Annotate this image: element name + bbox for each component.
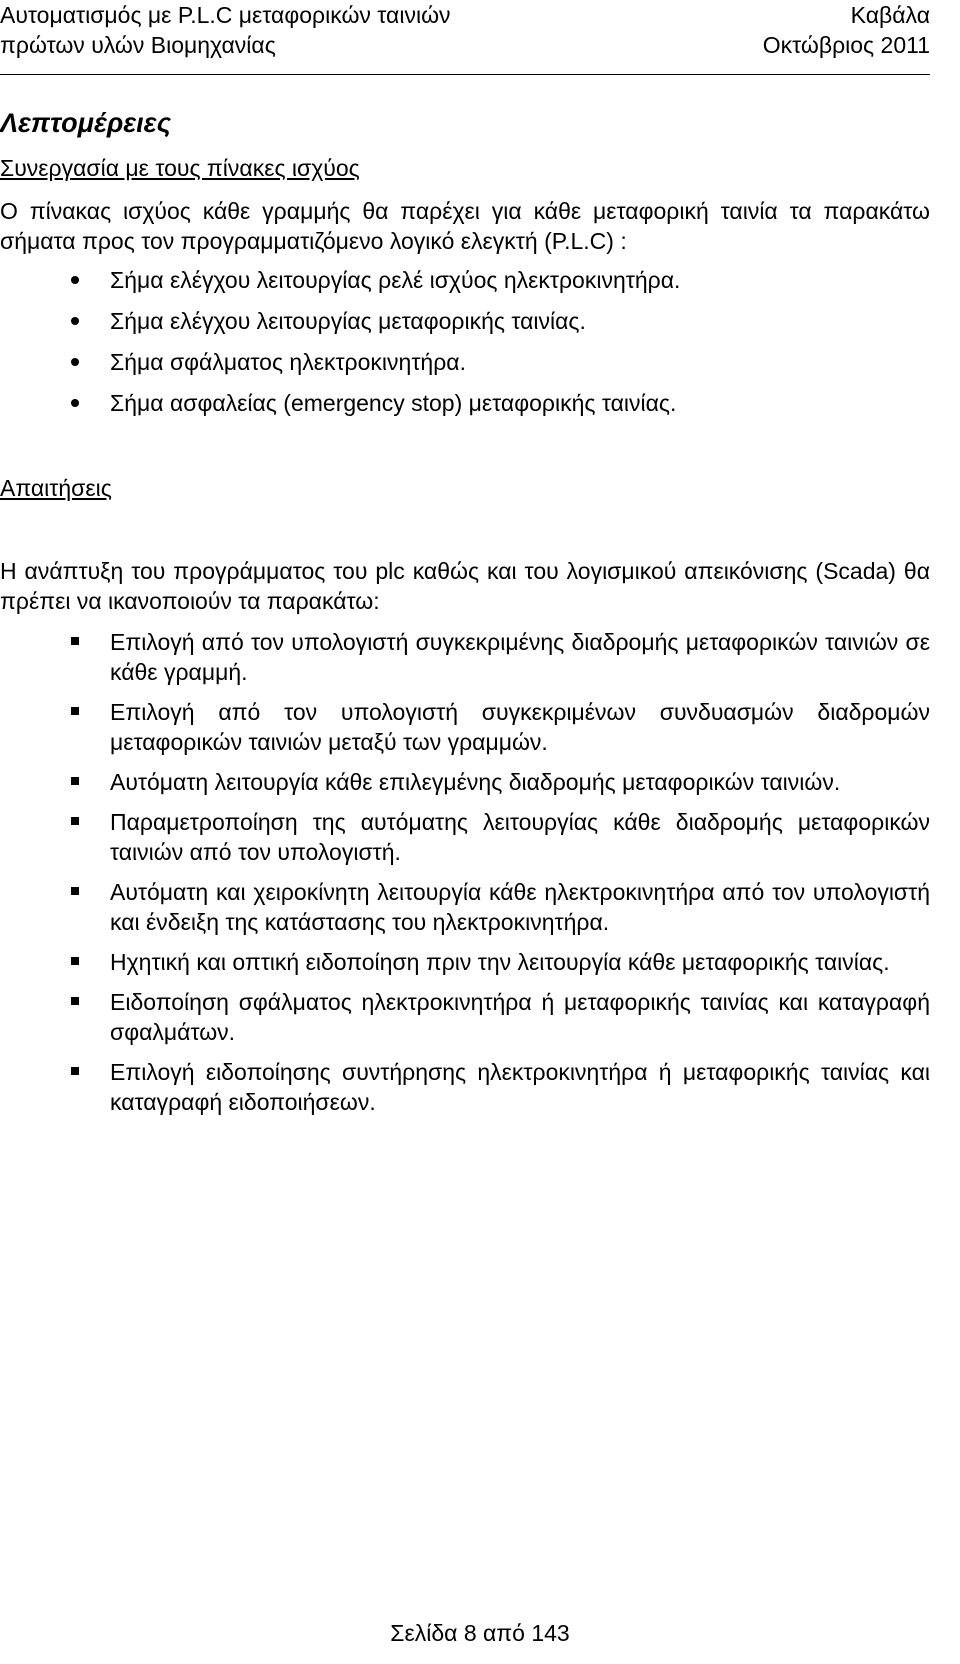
cooperation-heading: Συνεργασία με τους πίνακες ισχύος bbox=[0, 155, 360, 181]
list-item-text: Αυτόματη λειτουργία κάθε επιλεγμένης διαδρομής μεταφορικών ταινιών. bbox=[110, 769, 841, 795]
list-item bbox=[0, 265, 930, 295]
list-item-text: Ηχητική και οπτική ειδοποίηση πριν την λειτουργία κάθε μεταφορικής ταινίας. bbox=[110, 949, 890, 975]
bullet-square-icon bbox=[71, 1067, 79, 1075]
list-item bbox=[0, 877, 930, 937]
bullet-dot-icon bbox=[71, 317, 79, 325]
list-item bbox=[0, 697, 930, 757]
list-item bbox=[0, 807, 930, 867]
bullet-square-icon bbox=[71, 707, 79, 715]
requirements-intro: Η ανάπτυξη του προγράμματος του plc καθώς και του λογισμικού απεικόνισης (Scada) θα πρέπει να ικανοποιούν τα παρακάτω: bbox=[0, 558, 930, 614]
header-subtitle: πρώτων υλών Βιομηχανίας bbox=[0, 32, 276, 58]
list-item-text: Σήμα σφάλματος ηλεκτροκινητήρα. bbox=[110, 349, 466, 375]
cooperation-intro: Ο πίνακας ισχύος κάθε γραμμής θα παρέχει για κάθε μεταφορική ταινία τα παρακάτω σήματα προς τον προγραμματιζόμενο λογικό ελεγκτή (P.L.C) : bbox=[0, 198, 930, 254]
list-item bbox=[0, 627, 930, 687]
page-number: Σελίδα 8 από 143 bbox=[390, 1620, 570, 1646]
bullet-square-icon bbox=[71, 777, 79, 785]
list-item bbox=[0, 347, 930, 377]
requirements-heading: Απαιτήσεις bbox=[0, 475, 112, 501]
bullet-square-icon bbox=[71, 957, 79, 965]
header-title: Αυτοματισμός με P.L.C μεταφορικών ταινιών bbox=[0, 2, 451, 28]
list-item-text: Σήμα ασφαλείας (emergency stop) μεταφορικής ταινίας. bbox=[110, 390, 677, 416]
header-location: Καβάλα bbox=[850, 2, 930, 28]
page-header-line1 bbox=[0, 0, 930, 30]
list-item-text: Επιλογή από τον υπολογιστή συγκεκριμένης διαδρομής μεταφορικών ταινιών σε κάθε γραμμή. bbox=[110, 629, 930, 685]
page-header-line2 bbox=[0, 30, 930, 60]
list-item bbox=[0, 767, 930, 797]
list-item bbox=[0, 306, 930, 336]
bullet-dot-icon bbox=[71, 358, 79, 366]
list-item-text: Επιλογή από τον υπολογιστή συγκεκριμένων συνδυασμών διαδρομών μεταφορικών ταινιών μεταξύ των γραμμών. bbox=[110, 699, 930, 755]
bullet-dot-icon bbox=[71, 276, 79, 284]
list-item bbox=[0, 388, 930, 418]
list-item bbox=[0, 987, 930, 1047]
header-date: Οκτώβριος 2011 bbox=[762, 32, 930, 58]
bullet-square-icon bbox=[71, 997, 79, 1005]
list-item-text: Ειδοποίηση σφάλματος ηλεκτροκινητήρα ή μεταφορικής ταινίας και καταγραφή σφαλμάτων. bbox=[110, 989, 930, 1045]
bullet-square-icon bbox=[71, 887, 79, 895]
list-item-text: Παραμετροποίηση της αυτόματης λειτουργίας κάθε διαδρομής μεταφορικών ταινιών από τον υπολογιστή. bbox=[110, 809, 930, 865]
section-title: Λεπτομέρειες bbox=[0, 108, 171, 138]
header-divider bbox=[0, 74, 930, 75]
list-item-text: Αυτόματη και χειροκίνητη λειτουργία κάθε ηλεκτροκινητήρα από τον υπολογιστή και ένδειξη της κατάστασης του ηλεκτροκινητήρα. bbox=[110, 879, 930, 935]
signal-list bbox=[0, 265, 930, 429]
list-item bbox=[0, 947, 930, 977]
bullet-dot-icon bbox=[71, 399, 79, 407]
requirements-list bbox=[0, 627, 930, 1127]
bullet-square-icon bbox=[71, 817, 79, 825]
list-item-text: Σήμα ελέγχου λειτουργίας ρελέ ισχύος ηλεκτροκινητήρα. bbox=[110, 267, 681, 293]
list-item-text: Επιλογή ειδοποίησης συντήρησης ηλεκτροκινητήρα ή μεταφορικής ταινίας και καταγραφή ειδοποιήσεων. bbox=[110, 1059, 930, 1115]
bullet-square-icon bbox=[71, 637, 79, 645]
list-item bbox=[0, 1057, 930, 1117]
list-item-text: Σήμα ελέγχου λειτουργίας μεταφορικής ταινίας. bbox=[110, 308, 586, 334]
